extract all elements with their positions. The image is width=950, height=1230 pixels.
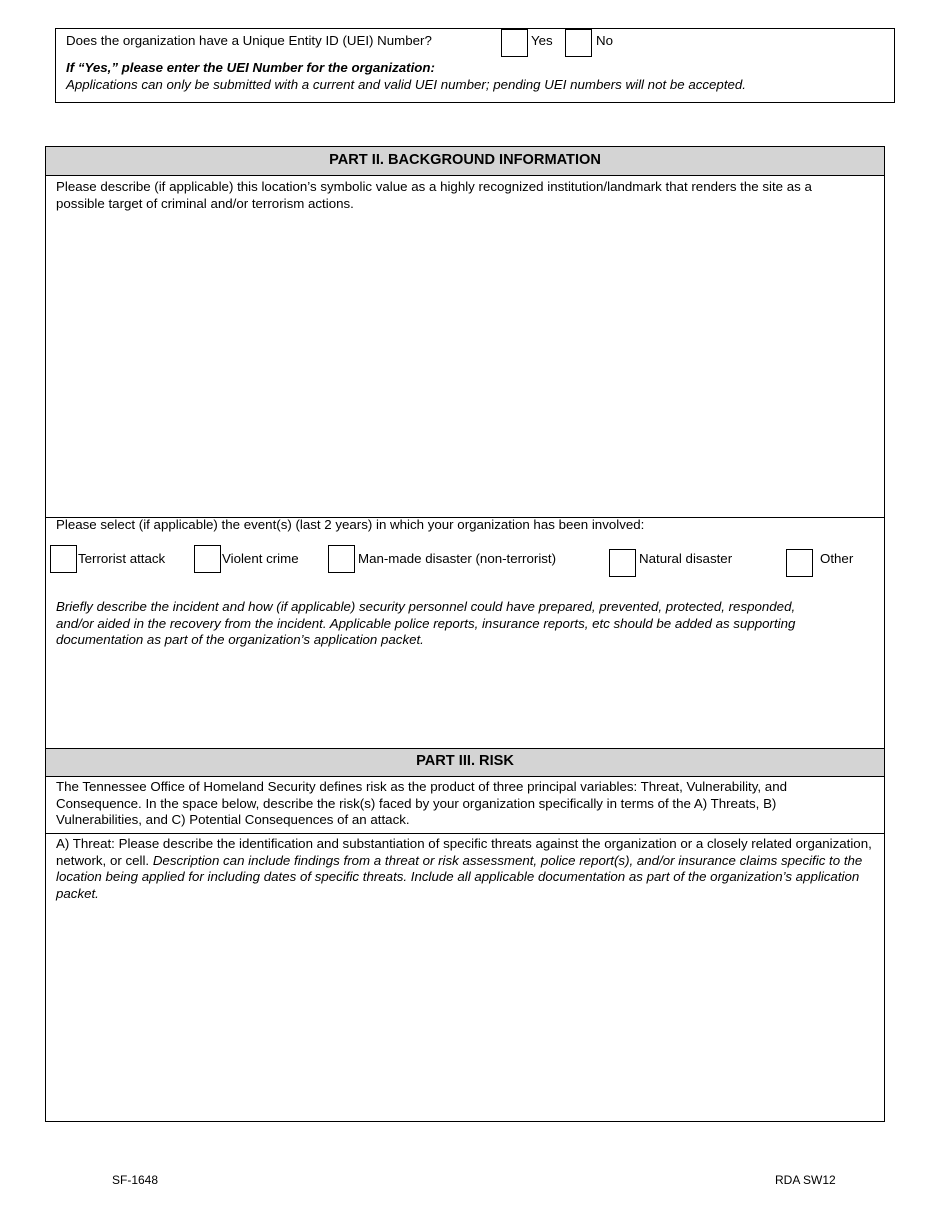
revision-code: RDA SW12 [775,1173,836,1187]
man-made-disaster-label: Man-made disaster (non-terrorist) [358,551,557,566]
violent-crime-checkbox[interactable] [194,545,221,573]
events-prompt: Please select (if applicable) the event(s) (last 2 years) in which your organization has been involved: [56,517,645,532]
symbolic-value-prompt: Please describe (if applicable) this location’s symbolic value as a highly recognized institution/landmark that renders the site as a possible target of criminal and/or terrorism actions. [56,179,812,211]
form-main-section [45,146,885,1122]
part2-header [46,147,884,176]
uei-question: Does the organization have a Unique Entity ID (UEI) Number? [66,33,432,48]
threat-prompt-guidance: Description can include findings from a threat or risk assessment, police report(s), and/or insurance claims specific to the location being applied for including dates of specific threats. Include all applicable documentation as part of the organization’s application packet. [56,852,863,901]
other-label: Other [820,551,854,566]
uei-if-yes-label: If “Yes,” please enter the UEI Number for the organization: [66,60,435,75]
uei-section [55,28,895,103]
uei-yes-checkbox[interactable] [501,29,528,57]
uei-note: Applications can only be submitted with a current and valid UEI number; pending UEI numbers will not be accepted. [66,77,746,92]
divider [46,833,884,834]
natural-disaster-label: Natural disaster [639,551,733,566]
part3-title: PART III. RISK [416,753,514,769]
risk-intro: The Tennessee Office of Homeland Security defines risk as the product of three principal variables: Threat, Vulnerability, and Consequence. In the space below, describe the risk(s) faced by your organization specifically in terms of the A) Threats, B) Vulnerabilities, and C) Potential Consequences of an attack. [56,779,787,828]
terrorist-attack-checkbox[interactable] [50,545,77,573]
uei-yes-label: Yes [531,33,553,48]
terrorist-attack-label: Terrorist attack [78,551,166,566]
violent-crime-label: Violent crime [222,551,299,566]
threat-prompt-lead: A) Threat: Please describe the identification and substantiation of specific threats against the organization or a closely related organization, network, or cell. [56,836,872,868]
natural-disaster-checkbox[interactable] [609,549,636,577]
other-checkbox[interactable] [786,549,813,577]
part2-title: PART II. BACKGROUND INFORMATION [329,152,601,168]
form-id: SF-1648 [112,1173,159,1187]
man-made-disaster-checkbox[interactable] [328,545,355,573]
uei-no-checkbox[interactable] [565,29,592,57]
uei-no-label: No [596,33,613,48]
symbolic-value-response-area[interactable] [46,217,884,515]
incident-description-response-area[interactable] [46,651,884,747]
threat-prompt [56,836,878,902]
threat-response-area[interactable] [46,905,884,1121]
incident-description-prompt: Briefly describe the incident and how (if applicable) security personnel could have prepared, prevented, protected, responded, and/or aided in the recovery from the incident. Applicable police reports, insurance reports, etc should be added as supporting documentation as part of the organization’s application packet. [56,599,796,648]
part3-header [46,749,884,777]
